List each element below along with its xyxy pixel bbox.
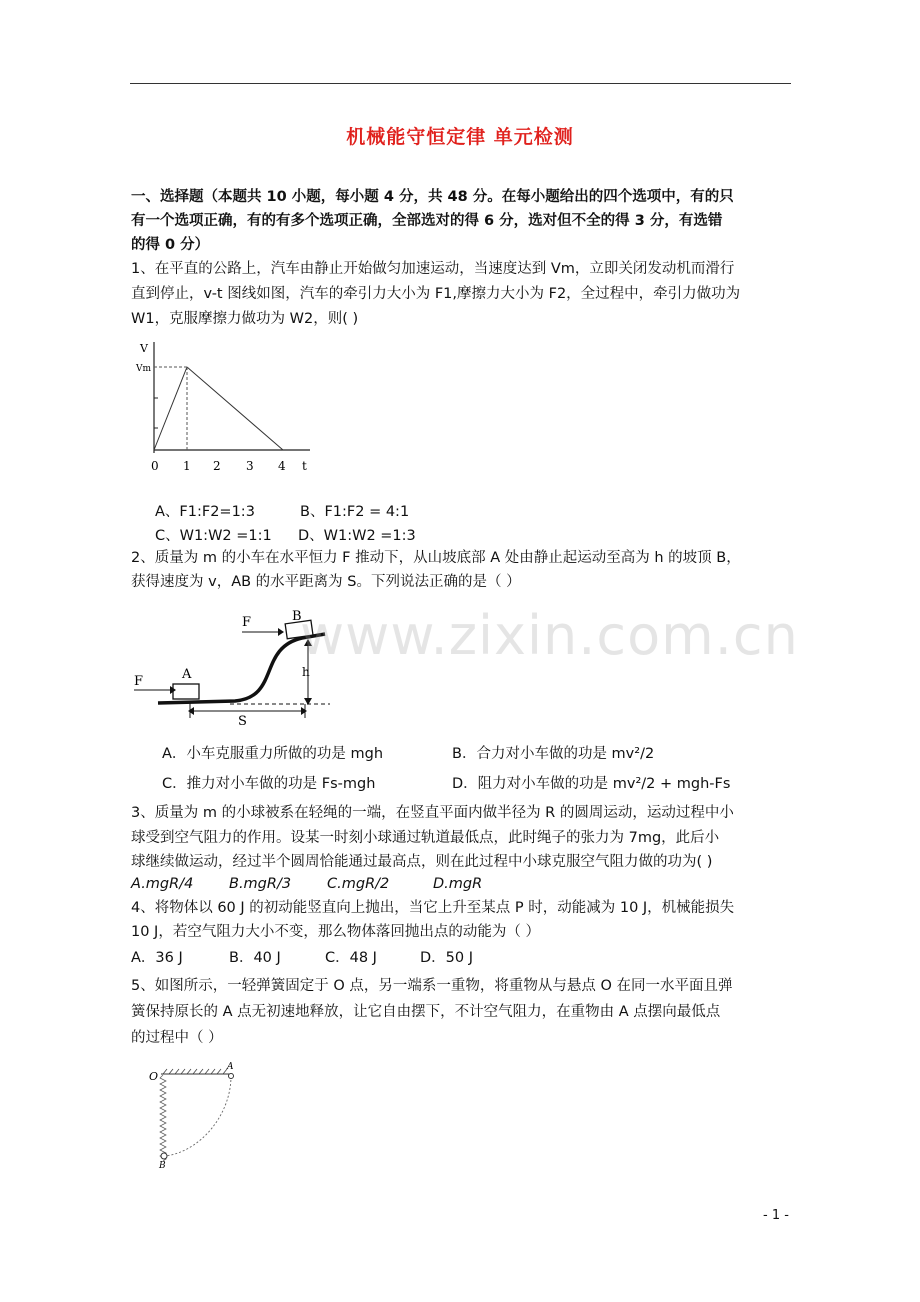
fig-force-label-top: F	[242, 615, 252, 630]
q1-line-1: 1、在平直的公路上，汽车由静止开始做匀加速运动，当速度达到 Vm，立即关闭发动机而滑行	[131, 261, 735, 277]
q3-line-1: 3、质量为 m 的小球被系在轻绳的一端，在竖直平面内做半径为 R 的圆周运动，运动过程中小	[131, 805, 734, 821]
page-title: 机械能守恒定律 单元检测	[346, 126, 574, 148]
q1-option-d: D、W1:W2 =1:3	[298, 528, 416, 544]
q4-line-1: 4、将物体以 60 J 的初动能竖直向上抛出，当它上升至某点 P 时，动能减为 10 J，机械能损失	[131, 900, 735, 916]
fig-point-a-label: A	[227, 1062, 234, 1072]
fig-distance-label: S	[238, 714, 247, 728]
q1-line-2: 直到停止，v-t 图线如图，汽车的牵引力大小为 F1,摩擦力大小为 F2，全过程中，牵引力做功为	[131, 286, 741, 302]
q2-option-a: A．小车克服重力所做的功是 mgh	[162, 746, 384, 762]
graph-vm-label: Vm	[136, 364, 152, 374]
q2-line-2: 获得速度为 v，AB 的水平距离为 S。下列说法正确的是（ ）	[131, 574, 521, 590]
q3-line-2: 球受到空气阻力的作用。设某一时刻小球通过轨道最低点，此时绳子的张力为 7mg，此后小	[131, 830, 720, 846]
q3-option-d: D.mgR	[433, 876, 483, 892]
q3-line-3: 球继续做运动，经过半个圆周恰能通过最高点，则在此过程中小球克服空气阻力做的功为( )	[131, 854, 713, 870]
q1-option-a: A、F1:F2=1:3	[155, 504, 255, 520]
fig-point-a-label: A	[182, 667, 192, 682]
q3-option-b: B.mgR/3	[229, 876, 292, 892]
graph-tick-1: 1	[183, 459, 191, 473]
graph-tick-3: 3	[246, 459, 254, 473]
section-instructions-line-1: 一、选择题（本题共 10 小题，每小题 4 分，共 48 分。在每小题给出的四个选项中，有的只	[131, 189, 734, 205]
fig-point-b-label: B	[292, 609, 302, 624]
q2-option-d: D．阻力对小车做的功是 mv²/2 + mgh-Fs	[452, 776, 731, 792]
q2-option-c: C．推力对小车做的功是 Fs-mgh	[162, 776, 376, 792]
q4-option-c: C．48 J	[325, 950, 377, 966]
q1-option-b: B、F1:F2 = 4:1	[300, 504, 410, 520]
q5-line-1: 5、如图所示，一轻弹簧固定于 O 点，另一端系一重物，将重物从与悬点 O 在同一水平面且弹	[131, 978, 733, 994]
graph-t-axis-label: t	[302, 459, 307, 473]
q3-option-c: C.mgR/2	[327, 876, 390, 892]
q3-option-a: A.mgR/4	[131, 876, 194, 892]
q2-line-1: 2、质量为 m 的小车在水平恒力 F 推动下，从山坡底部 A 处由静止起运动至高为 h 的坡顶 B，	[131, 550, 741, 566]
q4-option-a: A．36 J	[131, 950, 183, 966]
q4-line-2: 10 J，若空气阻力大小不变，那么物体落回抛出点的动能为（ ）	[131, 924, 540, 940]
q5-spring-figure	[145, 1060, 245, 1170]
q5-line-3: 的过程中（ ）	[131, 1030, 223, 1046]
q5-line-2: 簧保持原长的 A 点无初速地释放，让它自由摆下，不计空气阻力，在重物由 A 点摆向最低点	[131, 1004, 721, 1020]
graph-v-axis-label: V	[140, 342, 148, 355]
graph-tick-4: 4	[278, 459, 286, 473]
watermark: www.zixin.com.cn	[300, 604, 799, 667]
q4-option-b: B．40 J	[229, 950, 281, 966]
fig-height-label: h	[302, 665, 310, 679]
fig-point-o-label: O	[149, 1070, 159, 1083]
graph-tick-0: 0	[151, 459, 159, 473]
q1-option-c: C、W1:W2 =1:1	[155, 528, 272, 544]
q1-line-3: W1，克服摩擦力做功为 W2，则( )	[131, 311, 359, 327]
graph-tick-2: 2	[213, 459, 221, 473]
q2-option-b: B．合力对小车做的功是 mv²/2	[452, 746, 655, 762]
page-number: - 1 -	[763, 1208, 789, 1223]
section-instructions-line-2: 有一个选项正确，有的有多个选项正确，全部选对的得 6 分，选对但不全的得 3 分，有选错	[131, 213, 723, 229]
q4-option-d: D．50 J	[420, 950, 474, 966]
q1-vt-graph	[130, 338, 320, 478]
fig-force-label-bottom: F	[134, 674, 144, 689]
section-instructions-line-3: 的得 0 分）	[131, 237, 210, 253]
fig-point-b-label: B	[159, 1161, 166, 1170]
header-rule	[130, 83, 791, 84]
